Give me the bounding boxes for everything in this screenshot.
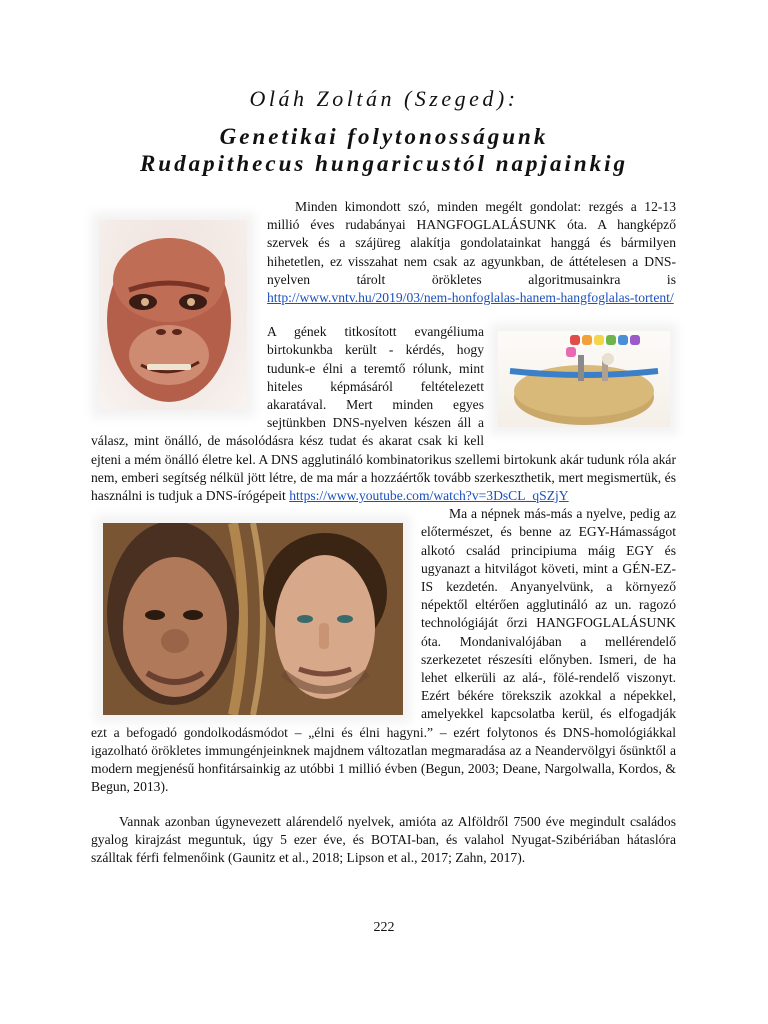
dna-ribosome-icon bbox=[498, 331, 670, 427]
youtube-link[interactable]: https://www.youtube.com/watch?v=3DsCL_qSZjY bbox=[289, 488, 569, 504]
ape-face-icon bbox=[99, 220, 247, 410]
neanderthal-modern-faces-icon bbox=[103, 523, 403, 715]
paragraph-4: Vannak azonban úgynevezett alárendelő nyelvek, amióta az Alföldről 7500 éve megindult családos gyalog kirajzást meguntuk, úgy 5 ezer éve, és BOTAI-ban, és valahol Nyugat-Szibériában hátaslóra szálltak férfi felmenőink (Gaunitz et al., 2018; Lipson et al., 2017; Zahn, 2017). bbox=[91, 813, 676, 865]
rudapithecus-image bbox=[99, 220, 247, 410]
article-body bbox=[91, 198, 676, 867]
title-line-2: Rudapithecus hungaricustól napjainkig bbox=[139, 151, 629, 176]
paragraph-gap bbox=[91, 797, 676, 813]
title-line-1: Genetikai folytonosságunk bbox=[219, 124, 549, 149]
paragraph-3: Ma a népnek más-más a nyelve, pedig az előtermészet, és benne az EGY-Hámasságot alkotó család principiuma máig EGY és ugyanazt a hitvilágot követi, mint a GÉN-EZ-IS kezdetén. Anyanyelvünk, a környező népektől eltérően agglutináló az un. ragozó technológiáját őrzi HANGFOGLALÁSUNK óta. Mondanivalójában a mellérendelő szerkezetet részesíti előnyben. Ismeri, de ha lehet elkerüli az alá-, fölé-rendelő viszonyt. Ezért békére törekszik azokkal a népekkel, amelyekkel kapcsolatba kerül, és elfogadják ezt a befogadó gondolkodásmódot – „élni és élni hagyni.” – ezért folytonos és DNS-homológiákkal igazolható örökletes immungénjeinknek majdnem változatlan megmaradása az a Neandervölgyi ősünktől a modern megjenésű honfitársainkig az utóbbi 1 millió évben (Begun, 2003; Deane, Nargolwalla, Kordos, & Begun, 2013). bbox=[91, 506, 676, 795]
paragraph-2-text: A gének titkosított evangéliuma birtokunkba került - kérdés, hogy tudunk-e élni a teremtő rólunk, mint hiteles képmásáról feltételezett akaratával. Mert minden egyes sejtünkben DNS-nyelven készen áll a válasz, mint önálló, de másolódásra kész tudat és akarat csak ki kell ejteni a mém önálló életre kel. A DNS agglutináló kombinatorikus szellemi birtokunk akár tudunk róla akár nem, emberi segítség nélkül jött létre, de ma már a hozzáértők tovább szerkeszthetik, mert megismertük, és használni is tudjuk a DNS-írógépeit bbox=[91, 324, 676, 504]
vntv-link[interactable]: http://www.vntv.hu/2019/03/nem-honfoglalas-hanem-hangfoglalas-tortent/ bbox=[267, 290, 674, 306]
author-line: Oláh Zoltán (Szeged): bbox=[249, 86, 519, 111]
dna-image bbox=[498, 331, 670, 427]
paragraph-1-text: Minden kimondott szó, minden megélt gondolat: rezgés a 12-13 millió éves rudabányai HANGFOGLALÁSUNK óta. A hangképző szervek és a szájüreg alakítja gondolatainkat hanggá és bármilyen hihetetlen, ez visszahat nem csak az agyunkban, de áttételesen a DNS-nyelven tárolt örökletes algoritmusainkra is bbox=[267, 199, 676, 287]
faces-image bbox=[103, 523, 403, 715]
page-number: 222 bbox=[373, 920, 395, 935]
